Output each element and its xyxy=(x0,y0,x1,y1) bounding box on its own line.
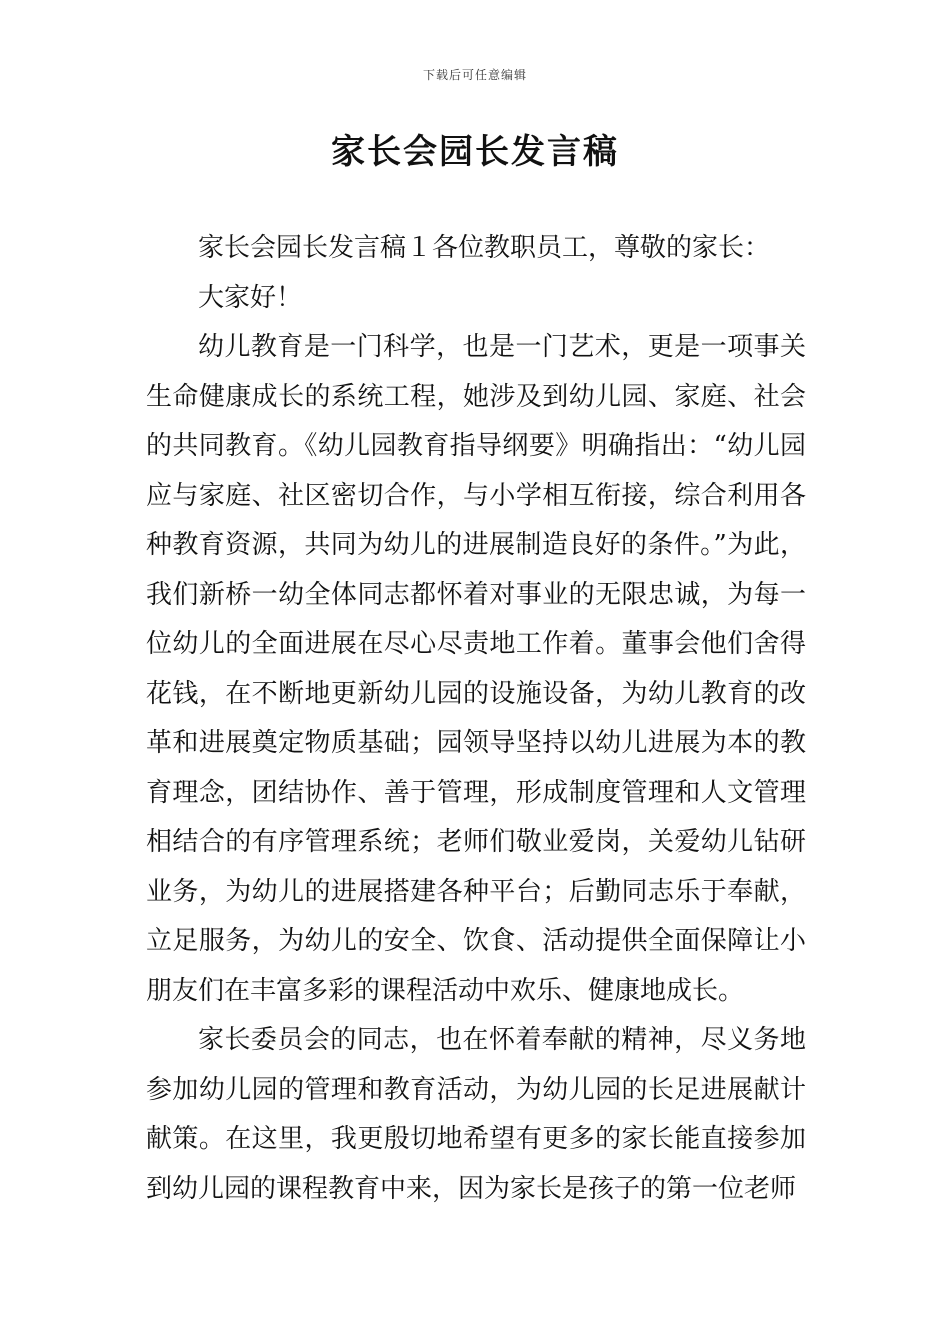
document-body xyxy=(146,224,806,1214)
paragraph-body-1: 幼儿教育是一门科学，也是一门艺术，更是一项事关生命健康成长的系统工程，她涉及到幼儿园、家庭、社会的共同教育。《幼儿园教育指导纲要》明确指出：“幼儿园应与家庭、社区密切合作，与小学相互衔接，综合利用各种教育资源，共同为幼儿的进展制造良好的条件。”为此，我们新桥一幼全体同志都怀着对事业的无限忠诚，为每一位幼儿的全面进展在尽心尽责地工作着。董事会他们舍得花钱，在不断地更新幼儿园的设施设备，为幼儿教育的改革和进展奠定物质基础；园领导坚持以幼儿进展为本的教育理念，团结协作、善于管理，形成制度管理和人文管理相结合的有序管理系统；老师们敬业爱岗，关爱幼儿钻研业务，为幼儿的进展搭建各种平台；后勤同志乐于奉献，立足服务，为幼儿的安全、饮食、活动提供全面保障让小朋友们在丰富多彩的课程活动中欢乐、健康地成长。 xyxy=(146,332,806,1006)
paragraph-greeting: 大家好！ xyxy=(198,282,303,313)
document-title: 家长会园长发言稿 xyxy=(331,132,619,172)
header-note: 下载后可任意编辑 xyxy=(422,68,527,82)
paragraph-salutation: 家长会园长发言稿１各位教职员工，尊敬的家长： xyxy=(198,233,771,263)
paragraph-body-2: 家长委员会的同志，也在怀着奉献的精神，尽义务地参加幼儿园的管理和教育活动，为幼儿园的长足进展献计献策。在这里，我更殷切地希望有更多的家长能直接参加到幼儿园的课程教育中来，因为家长是孩子的第一位老师 xyxy=(146,1025,806,1204)
